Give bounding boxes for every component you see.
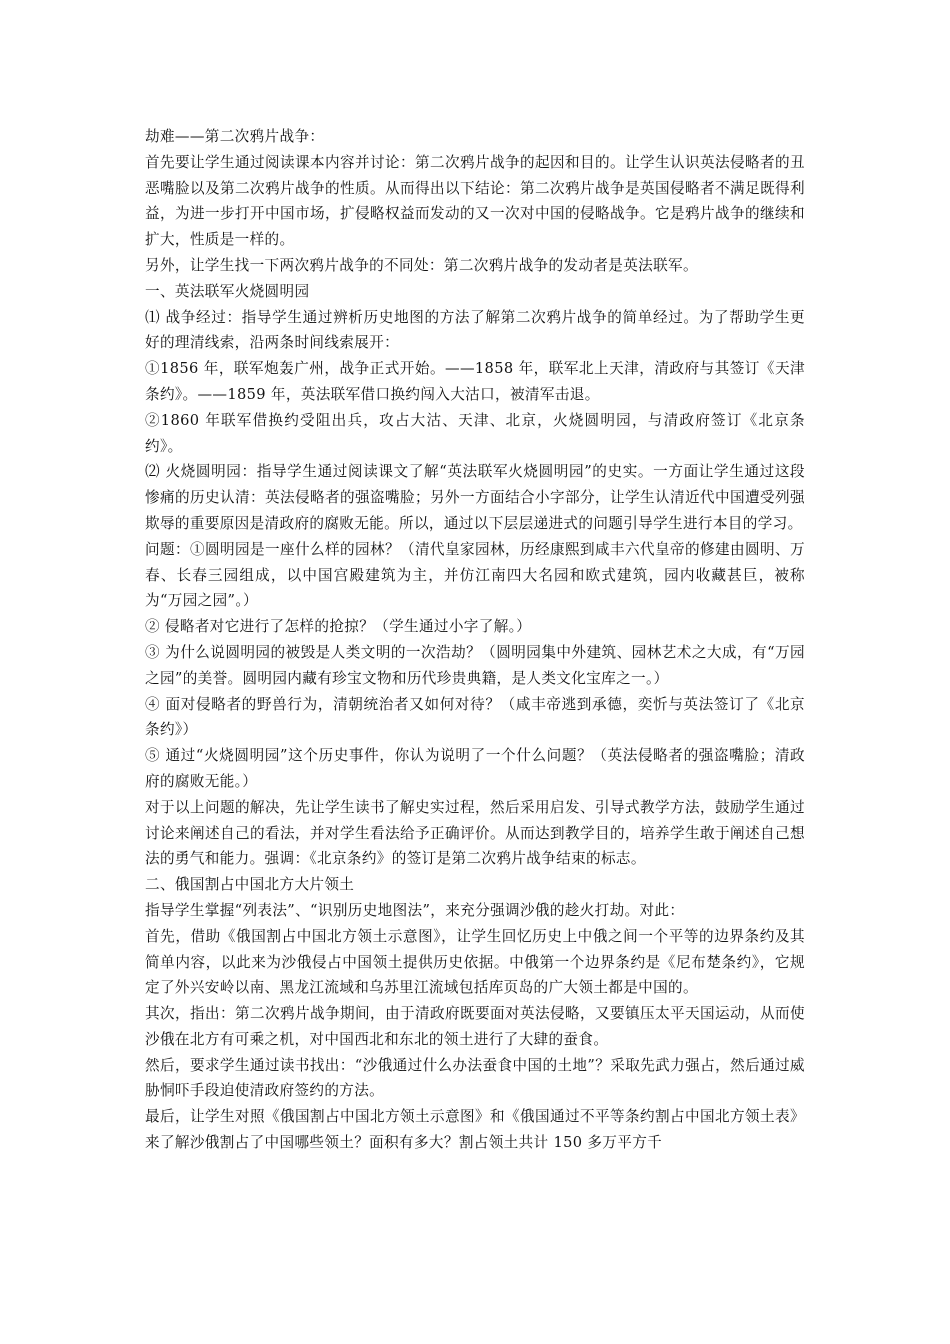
body-paragraph: ⑴ 战争经过：指导学生通过辨析历史地图的方法了解第二次鸦片战争的简单经过。为了帮助学生更好的理清线索，沿两条时间线索展开： xyxy=(145,308,805,352)
timeline-item: ②1860 年联军借换约受阻出兵，攻占大沽、天津、北京，火烧圆明园，与清政府签订《北京条约》。 xyxy=(145,411,805,455)
body-paragraph: ⑵ 火烧圆明园：指导学生通过阅读课文了解“英法联军火烧圆明园”的史实。一方面让学生通过这段惨痛的历史认清：英法侵略者的强盗嘴脸；另外一方面结合小字部分，让学生认清近代中国遭受列强欺辱的重要原因是清政府的腐败无能。所以，通过以下层层递进式的问题引导学生进行本目的学习。 xyxy=(145,463,805,532)
body-paragraph: 指导学生掌握“列表法”、“识别历史地图法”，来充分强调沙俄的趁火打劫。对此： xyxy=(145,901,685,919)
question-item: 问题：①圆明园是一座什么样的园林？（清代皇家园林，历经康熙到咸丰六代皇帝的修建由圆明、万春、长春三园组成，以中国宫殿建筑为主，并仿江南四大名园和欧式建筑，园内收藏甚巨，被称为“万园之园”。） xyxy=(145,540,805,610)
section-heading-catastrophe: 劫难——第二次鸦片战争： xyxy=(145,128,325,145)
body-paragraph: 然后，要求学生通过读书找出：“沙俄通过什么办法蚕食中国的土地”？采取先武力强占，然后通过威胁恫吓手段迫使清政府签约的方法。 xyxy=(145,1056,805,1100)
section-heading-1: 一、英法联军火烧圆明园 xyxy=(145,282,310,300)
body-paragraph: 另外，让学生找一下两次鸦片战争的不同处：第二次鸦片战争的发动者是英法联军。 xyxy=(145,256,698,274)
document-body xyxy=(145,124,805,1156)
body-paragraph: 对于以上问题的解决，先让学生读书了解史实过程，然后采用启发、引导式教学方法，鼓励学生通过讨论来阐述自己的看法，并对学生看法给予正确评价。从而达到教学目的，培养学生敢于阐述自己想法的勇气和能力。强调：《北京条约》的签订是第二次鸦片战争结束的标志。 xyxy=(145,798,805,868)
question-item: ③ 为什么说圆明园的被毁是人类文明的一次浩劫？（圆明园集中外建筑、园林艺术之大成，有“万园之园”的美誉。圆明园内藏有珍宝文物和历代珍贵典籍，是人类文化宝库之一。） xyxy=(145,643,805,687)
timeline-item: ①1856 年，联军炮轰广州，战争正式开始。——1858 年，联军北上天津，清政府与其签订《天津条约》。——1859 年，英法联军借口换约闯入大沽口，被清军击退。 xyxy=(145,360,805,403)
body-paragraph: 首先，借助《俄国割占中国北方领土示意图》，让学生回忆历史上中俄之间一个平等的边界条约及其简单内容，以此来为沙俄侵占中国领土提供历史依据。中俄第一个边界条约是《尼布楚条约》，它规定了外兴安岭以南、黑龙江流域和乌苏里江流域包括库页岛的广大领土都是中国的。 xyxy=(145,927,805,997)
question-item: ② 侵略者对它进行了怎样的抢掠？（学生通过小字了解。） xyxy=(145,618,532,636)
section-heading-2: 二、俄国割占中国北方大片领土 xyxy=(145,876,355,894)
body-paragraph: 其次，指出：第二次鸦片战争期间，由于清政府既要面对英法侵略，又要镇压太平天国运动，从而使沙俄在北方有可乘之机，对中国西北和东北的领土进行了大肆的蚕食。 xyxy=(145,1005,805,1048)
body-paragraph: 最后，让学生对照《俄国割占中国北方领土示意图》和《俄国通过不平等条约割占中国北方领土表》来了解沙俄割占了中国哪些领土？面积有多大？割占领土共计 150 多万平方千 xyxy=(145,1108,805,1152)
question-item: ④ 面对侵略者的野兽行为，清朝统治者又如何对待？（咸丰帝逃到承德，奕忻与英法签订了《北京条约》） xyxy=(145,695,805,739)
body-paragraph: 首先要让学生通过阅读课本内容并讨论：第二次鸦片战争的起因和目的。让学生认识英法侵略者的丑恶嘴脸以及第二次鸦片战争的性质。从而得出以下结论：第二次鸦片战争是英国侵略者不满足既得利益，为进一步打开中国市场，扩侵略权益而发动的又一次对中国的侵略战争。它是鸦片战争的继续和扩大，性质是一样的。 xyxy=(145,153,805,249)
question-item: ⑤ 通过“火烧圆明园”这个历史事件，你认为说明了一个什么问题？（英法侵略者的强盗嘴脸；清政府的腐败无能。） xyxy=(145,747,805,790)
